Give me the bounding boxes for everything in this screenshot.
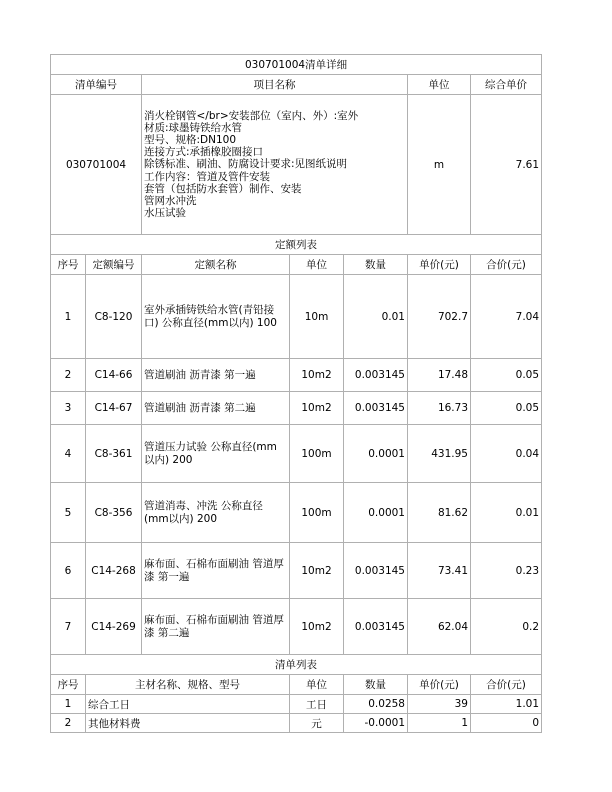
item-unit: m — [408, 95, 471, 235]
material-header-total: 合价(元) — [471, 675, 542, 695]
quota-qty: 0.003145 — [344, 392, 408, 425]
material-total: 1.01 — [471, 695, 542, 714]
desc-line: 工作内容：管道及管件安装 — [144, 170, 270, 183]
quota-header-total: 合价(元) — [471, 255, 542, 275]
material-name: 综合工日 — [86, 695, 290, 714]
material-header-qty: 数量 — [344, 675, 408, 695]
quota-price: 62.04 — [408, 599, 471, 655]
material-no: 1 — [51, 695, 86, 714]
desc-line: 管网水冲洗 — [144, 195, 197, 207]
quota-header-price: 单价(元) — [408, 255, 471, 275]
quota-qty: 0.0001 — [344, 483, 408, 543]
desc-line: 除锈标准、刷油、防腐设计要求:见图纸说明 — [144, 158, 348, 171]
quota-unit: 10m — [290, 275, 344, 359]
desc-line: 套管（包括防水套管）制作、安装 — [144, 182, 302, 195]
material-section-title: 清单列表 — [51, 655, 542, 675]
material-qty: -0.0001 — [344, 714, 408, 733]
quota-header-unit: 单位 — [290, 255, 344, 275]
quota-no: 3 — [51, 392, 86, 425]
header-unit: 单位 — [408, 75, 471, 95]
desc-line: 水压试验 — [144, 207, 186, 220]
quota-code: C14-66 — [86, 359, 142, 392]
quota-row — [51, 483, 542, 543]
bill-detail-table — [50, 54, 542, 733]
quota-qty: 0.003145 — [344, 543, 408, 599]
quota-total: 0.04 — [471, 425, 542, 483]
quota-name: 管道刷油 沥青漆 第一遍 — [142, 359, 290, 392]
header-bill-code: 清单编号 — [51, 75, 142, 95]
desc-line: 连接方式:承插橡胶圈接口 — [144, 146, 264, 159]
quota-total: 0.01 — [471, 483, 542, 543]
quota-header-qty: 数量 — [344, 255, 408, 275]
material-unit: 工日 — [290, 695, 344, 714]
quota-header-name: 定额名称 — [142, 255, 290, 275]
material-no: 2 — [51, 714, 86, 733]
quota-row — [51, 543, 542, 599]
desc-line: 消火栓钢管</br>安装部位（室内、外）:室外 — [144, 109, 359, 122]
quota-code: C14-269 — [86, 599, 142, 655]
quota-row — [51, 599, 542, 655]
quota-total: 0.23 — [471, 543, 542, 599]
quota-row — [51, 425, 542, 483]
quota-qty: 0.003145 — [344, 599, 408, 655]
quota-name: 麻布面、石棉布面刷油 管道厚漆 第一遍 — [142, 543, 290, 599]
quota-price: 16.73 — [408, 392, 471, 425]
material-header-unit: 单位 — [290, 675, 344, 695]
quota-row — [51, 392, 542, 425]
quota-name: 管道刷油 沥青漆 第二遍 — [142, 392, 290, 425]
material-price: 39 — [408, 695, 471, 714]
material-header-name: 主材名称、规格、型号 — [86, 675, 290, 695]
quota-row — [51, 275, 542, 359]
quota-total: 0.05 — [471, 359, 542, 392]
quota-code: C8-120 — [86, 275, 142, 359]
quota-qty: 0.003145 — [344, 359, 408, 392]
header-item-name: 项目名称 — [142, 75, 408, 95]
quota-unit: 10m2 — [290, 392, 344, 425]
quota-price: 431.95 — [408, 425, 471, 483]
quota-total: 0.2 — [471, 599, 542, 655]
quota-no: 5 — [51, 483, 86, 543]
quota-unit: 10m2 — [290, 359, 344, 392]
quota-total: 7.04 — [471, 275, 542, 359]
quota-name: 室外承插铸铁给水管(青铅接口) 公称直径(mm以内) 100 — [142, 275, 290, 359]
quota-no: 7 — [51, 599, 86, 655]
material-price: 1 — [408, 714, 471, 733]
item-code: 030701004 — [51, 95, 142, 235]
quota-price: 17.48 — [408, 359, 471, 392]
quota-unit: 100m — [290, 425, 344, 483]
quota-unit: 100m — [290, 483, 344, 543]
quota-no: 4 — [51, 425, 86, 483]
material-total: 0 — [471, 714, 542, 733]
desc-line: 材质:球墨铸铁给水管 — [144, 121, 243, 134]
quota-price: 81.62 — [408, 483, 471, 543]
quota-price: 702.7 — [408, 275, 471, 359]
quota-no: 1 — [51, 275, 86, 359]
quota-code: C14-67 — [86, 392, 142, 425]
item-unit-price: 7.61 — [471, 95, 542, 235]
quota-section-title: 定额列表 — [51, 235, 542, 255]
desc-line: 型号、规格:DN100 — [144, 133, 237, 146]
material-row — [51, 714, 542, 733]
item-description — [142, 95, 408, 235]
quota-unit: 10m2 — [290, 543, 344, 599]
quota-price: 73.41 — [408, 543, 471, 599]
quota-name: 管道消毒、冲洗 公称直径(mm以内) 200 — [142, 483, 290, 543]
material-row — [51, 695, 542, 714]
material-qty: 0.0258 — [344, 695, 408, 714]
quota-no: 2 — [51, 359, 86, 392]
header-unit-price: 综合单价 — [471, 75, 542, 95]
quota-header-code: 定额编号 — [86, 255, 142, 275]
quota-header-no: 序号 — [51, 255, 86, 275]
quota-name: 麻布面、石棉布面刷油 管道厚漆 第二遍 — [142, 599, 290, 655]
quota-unit: 10m2 — [290, 599, 344, 655]
quota-code: C8-356 — [86, 483, 142, 543]
quota-no: 6 — [51, 543, 86, 599]
quota-total: 0.05 — [471, 392, 542, 425]
material-name: 其他材料费 — [86, 714, 290, 733]
quota-code: C14-268 — [86, 543, 142, 599]
quota-qty: 0.01 — [344, 275, 408, 359]
sheet-title: 030701004清单详细 — [51, 55, 542, 75]
material-header-no: 序号 — [51, 675, 86, 695]
quota-qty: 0.0001 — [344, 425, 408, 483]
quota-name: 管道压力试验 公称直径(mm以内) 200 — [142, 425, 290, 483]
material-header-price: 单价(元) — [408, 675, 471, 695]
quota-code: C8-361 — [86, 425, 142, 483]
material-unit: 元 — [290, 714, 344, 733]
quota-row — [51, 359, 542, 392]
